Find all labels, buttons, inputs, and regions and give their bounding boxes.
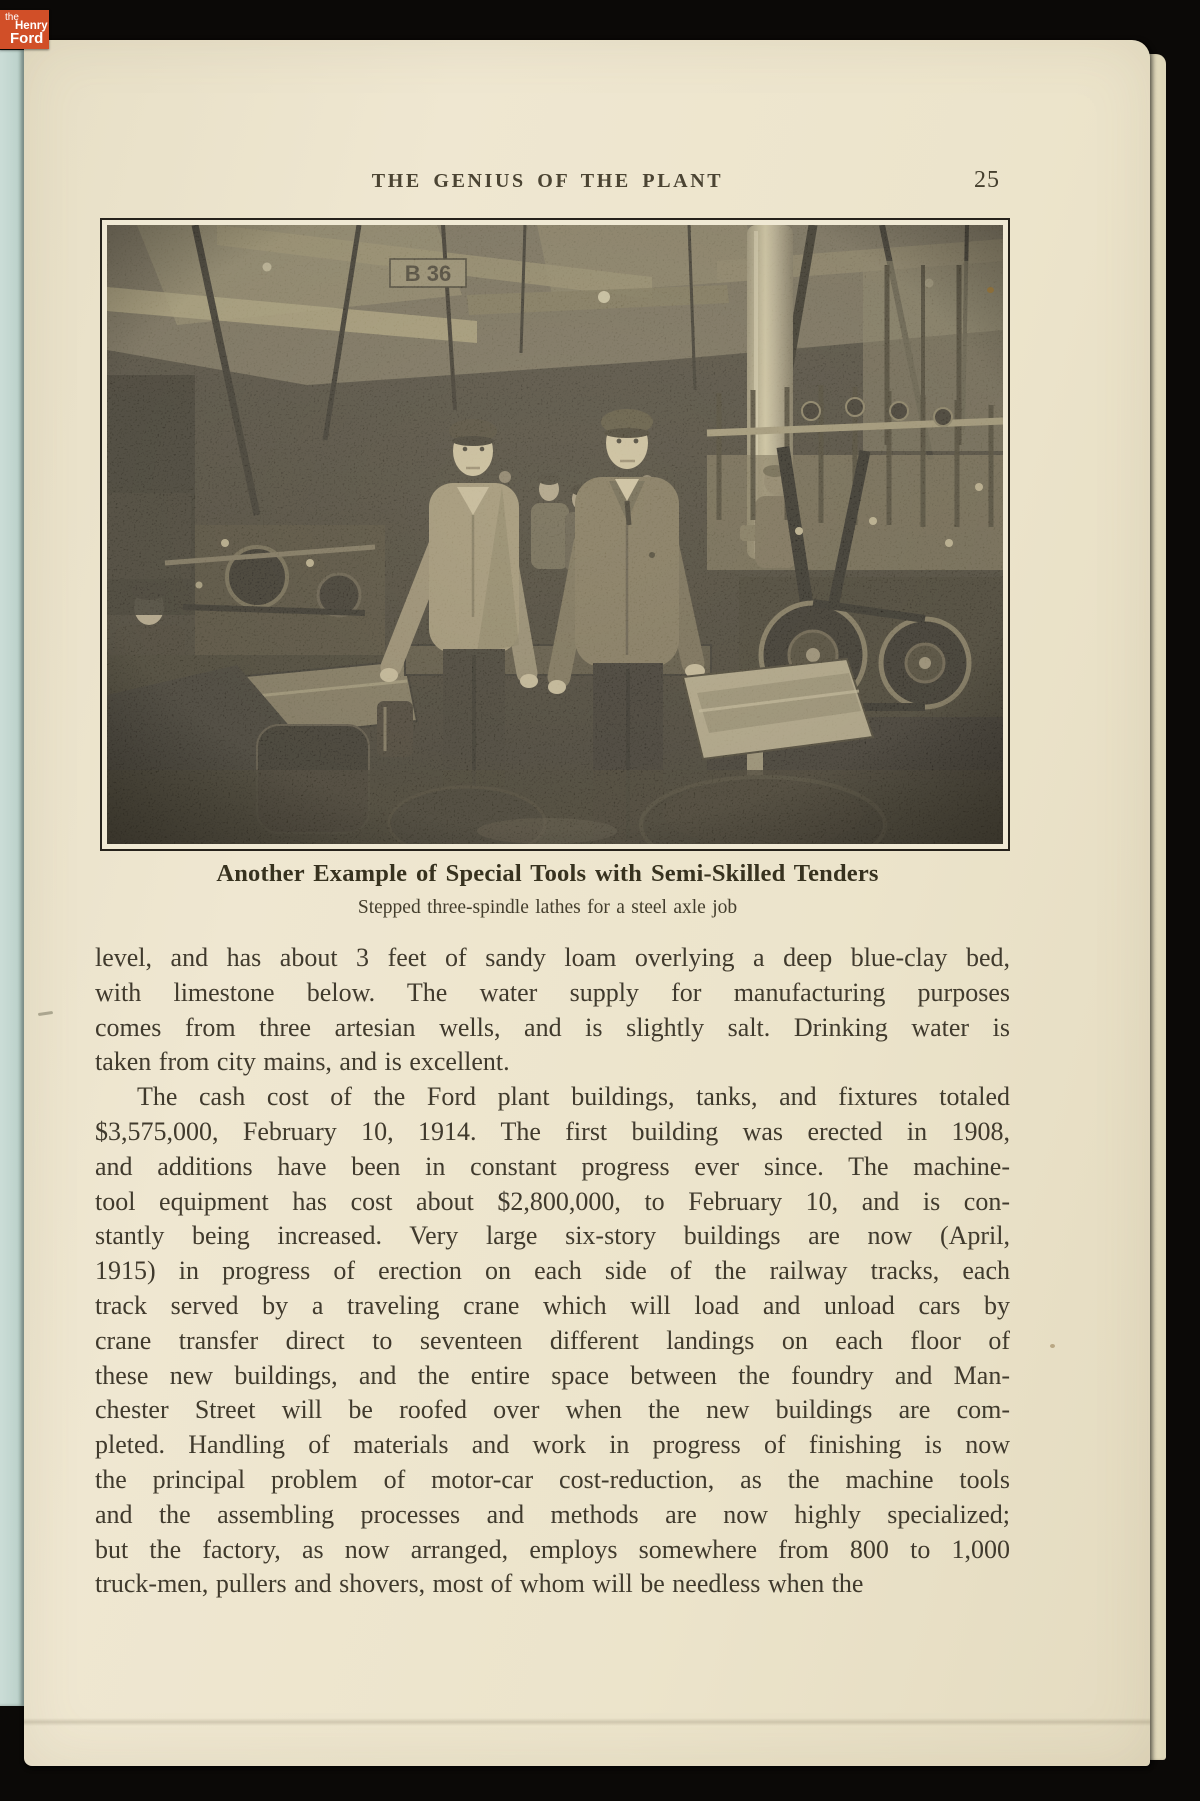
body-line: but the factory, as now arranged, employs somewhere from 800 to 1,000 bbox=[95, 1534, 1010, 1564]
body-line: tool equipment has cost about $2,800,000, to February 10, and is con- bbox=[95, 1186, 1010, 1216]
body-line: these new buildings, and the entire space between the foundry and Man- bbox=[95, 1360, 1010, 1390]
figure-subcaption: Stepped three-spindle lathes for a steel axle job bbox=[357, 897, 738, 918]
body-line: The cash cost of the Ford plant buildings, tanks, and fixtures totaled bbox=[137, 1082, 1010, 1112]
body-line: track served by a traveling crane which will load and unload cars by bbox=[95, 1290, 1010, 1320]
body-line: stantly being increased. Very large six-story buildings are now (April, bbox=[95, 1221, 1010, 1251]
margin-pencil-mark bbox=[38, 1011, 53, 1016]
body-line: 1915) in progress of erection on each side of the railway tracks, each bbox=[95, 1256, 1010, 1286]
page-number: 25 bbox=[974, 167, 1000, 193]
body-line: comes from three artesian wells, and is slightly salt. Drinking water is bbox=[95, 1012, 1010, 1042]
logo-word-ford: Ford bbox=[10, 30, 44, 47]
body-line: truck-men, pullers and shovers, most of whom will be needless when the bbox=[95, 1569, 864, 1599]
body-line: the principal problem of motor-car cost-reduction, as the machine tools bbox=[95, 1464, 1010, 1494]
figure-caption: Another Example of Special Tools with Semi-Skilled Tenders bbox=[216, 860, 879, 887]
body-line: taken from city mains, and is excellent. bbox=[95, 1047, 510, 1077]
factory-photo-illustration bbox=[107, 225, 1003, 844]
body-text bbox=[95, 941, 1010, 1602]
body-line: pleted. Handling of materials and work in progress of finishing is now bbox=[95, 1430, 1010, 1460]
henry-ford-logo bbox=[0, 10, 49, 49]
page-header-row bbox=[95, 167, 1000, 202]
logo-word-henry: Henry bbox=[15, 20, 48, 32]
running-header: THE GENIUS OF THE PLANT bbox=[371, 170, 724, 192]
body-line: and additions have been in constant progress ever since. The machine- bbox=[95, 1151, 1010, 1181]
body-line: with limestone below. The water supply for manufacturing purposes bbox=[95, 977, 1010, 1007]
page-crease bbox=[24, 1718, 1150, 1726]
body-line: level, and has about 3 feet of sandy loam overlying a deep blue-clay bed, bbox=[95, 943, 1010, 972]
logo-word-the: the bbox=[5, 12, 19, 23]
book-endpaper-edge bbox=[0, 50, 24, 1706]
paper-fleck bbox=[1050, 1344, 1055, 1348]
body-line: crane transfer direct to seventeen different landings on each floor of bbox=[95, 1325, 1010, 1355]
paper-fleck bbox=[987, 287, 994, 293]
body-line: chester Street will be roofed over when the new buildings are com- bbox=[95, 1395, 1010, 1425]
body-line: $3,575,000, February 10, 1914. The first building was erected in 1908, bbox=[95, 1116, 1010, 1146]
book-page bbox=[24, 40, 1150, 1766]
body-line: and the assembling processes and methods are now highly specialized; bbox=[95, 1499, 1010, 1529]
figure-photo-frame bbox=[100, 218, 1010, 851]
